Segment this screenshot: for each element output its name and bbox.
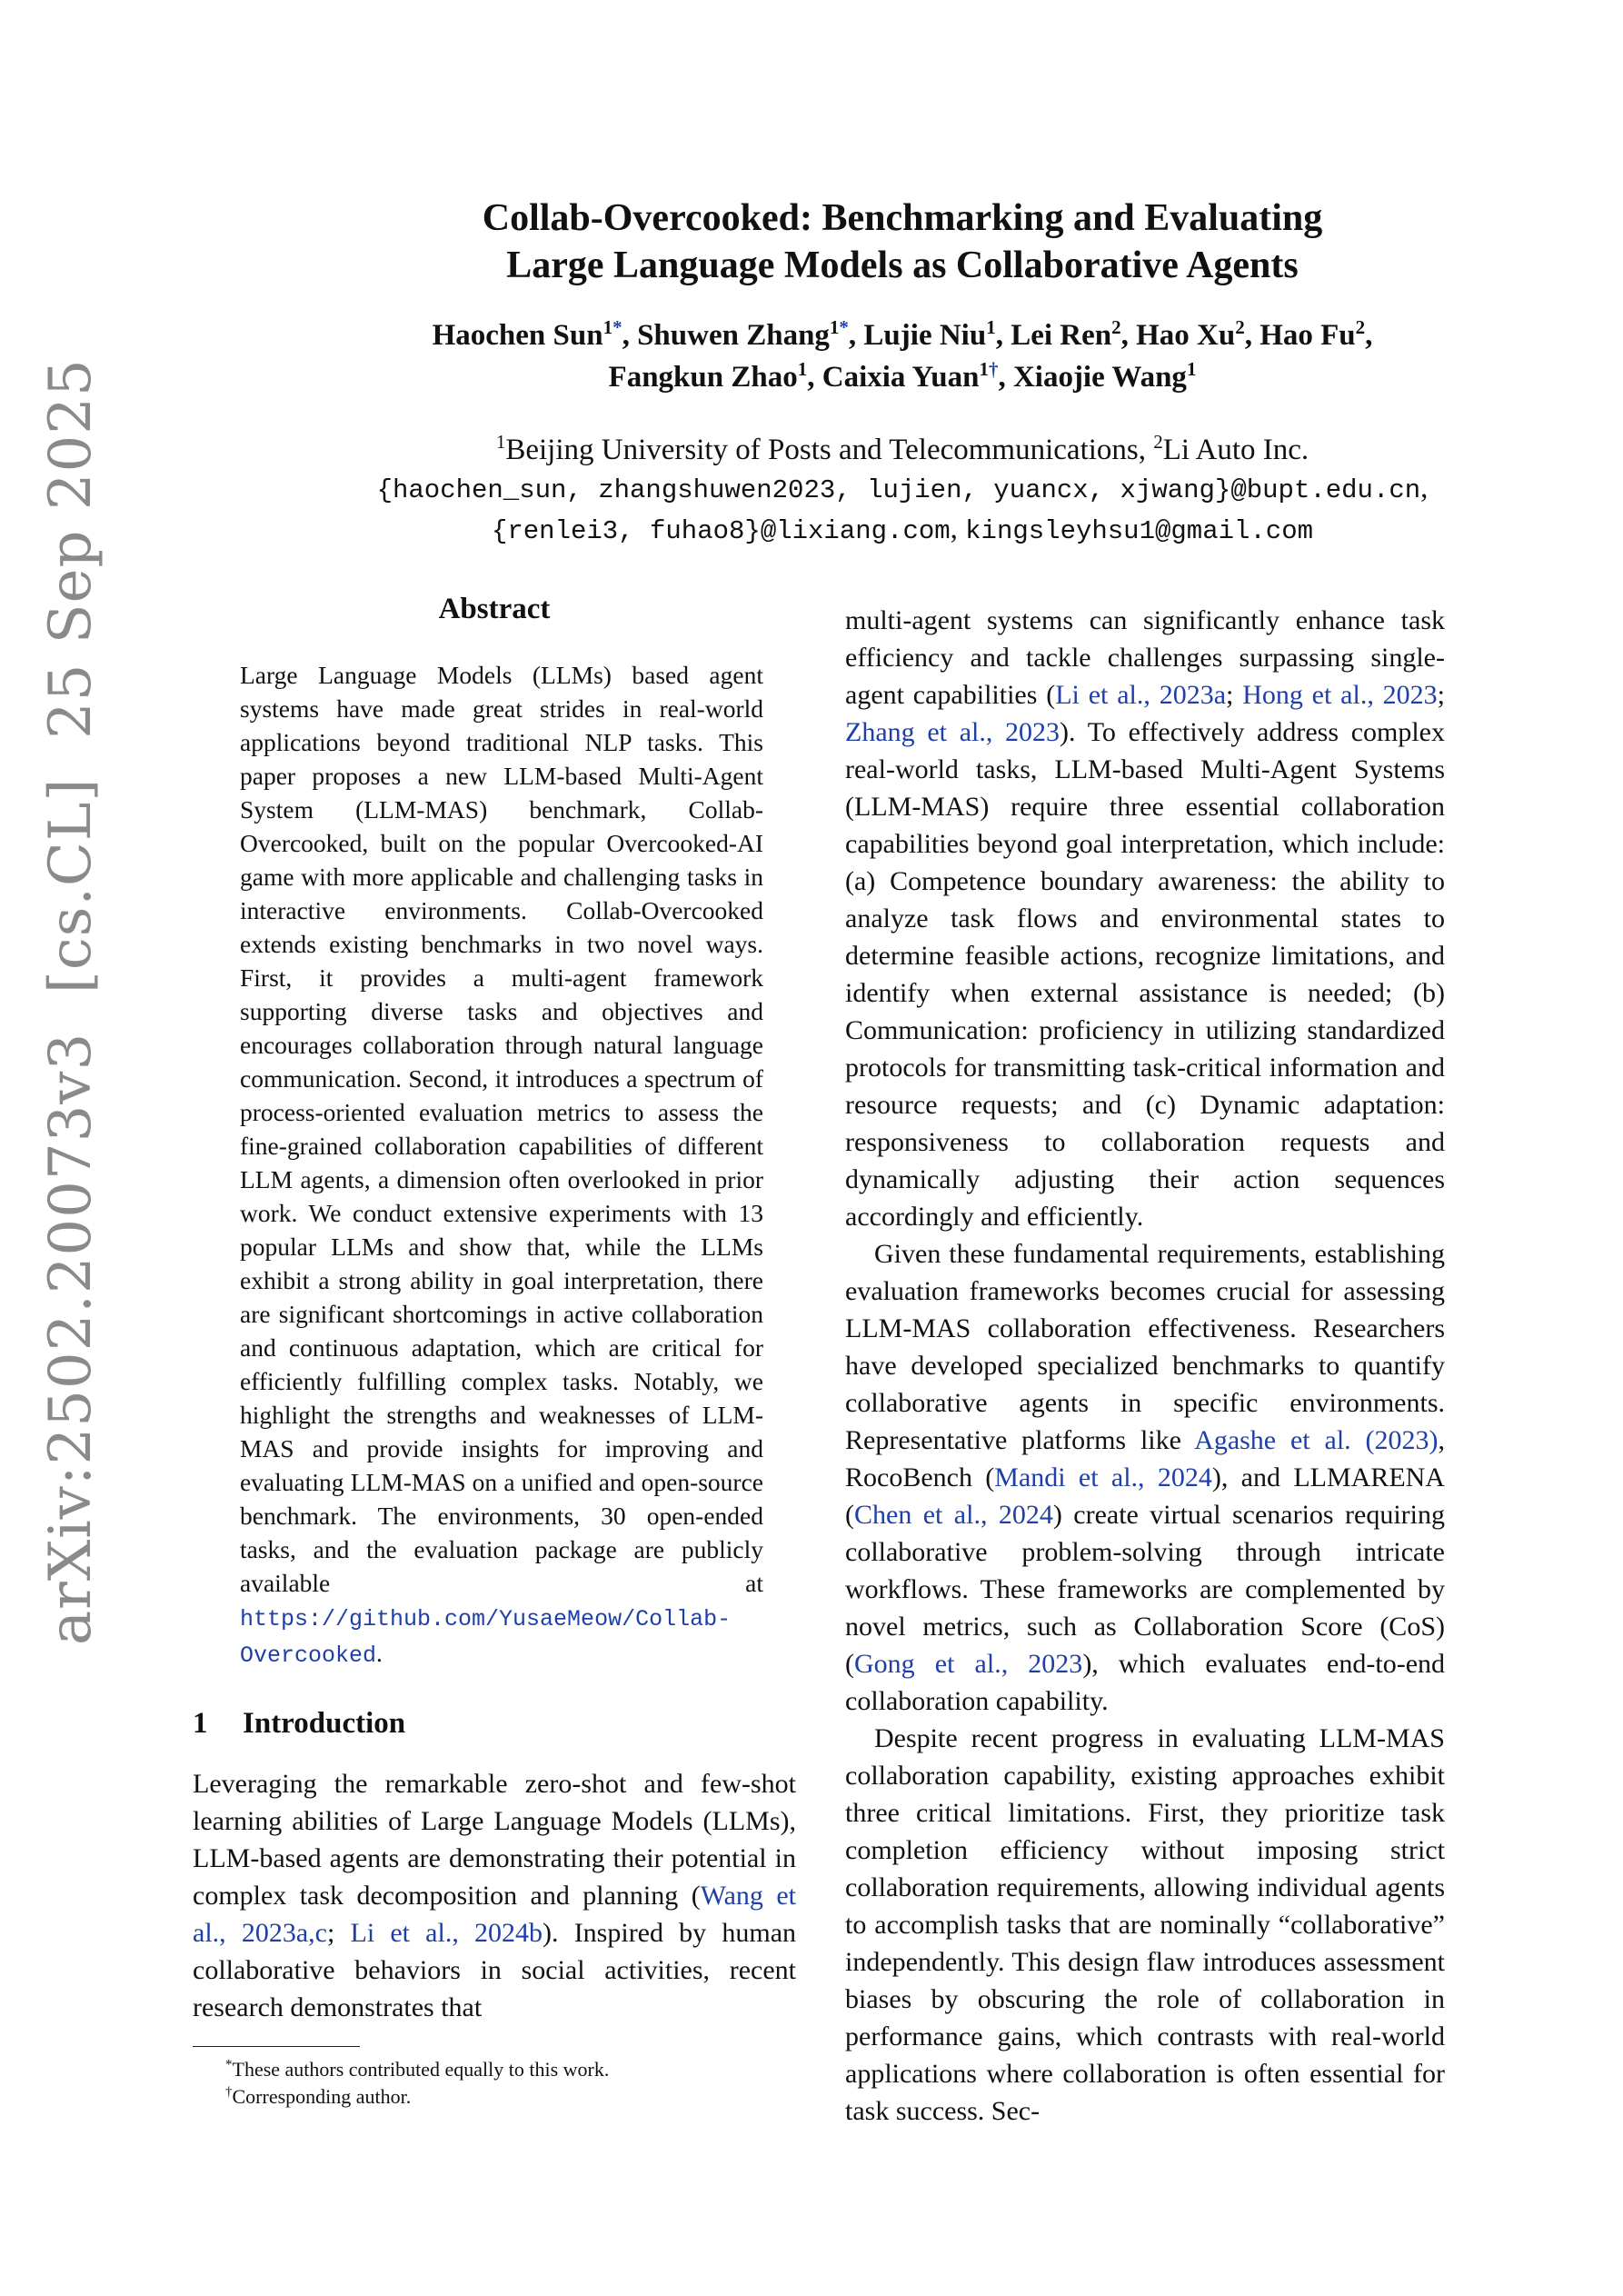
- author-sep: ,: [1244, 319, 1260, 352]
- author-affil-sup: 1: [797, 358, 808, 380]
- author-name: Hao Fu: [1260, 319, 1356, 352]
- email-line-1: [273, 469, 1532, 510]
- abstract-text: Large Language Models (LLMs) based agent systems have made great strides in real-world applications beyond traditional NLP tasks. This paper proposes a new LLM-based Multi-Agent System (LLM-MAS) benchmark, Collab-Overcooked, built on the popular Overcooked-AI game with more applicable and challenging tasks in interactive environments. Collab-Overcooked extends existing benchmarks in two novel ways. First, it provides a multi-agent framework supporting diverse tasks and objectives and encourages collaboration through natural language communication. Second, it introduces a spectrum of process-oriented evaluation metrics to assess the fine-grained collaboration capabilities of different LLM agents, a dimension often overlooked in prior work. We conduct extensive experiments with 13 popular LLMs and show that, while the LLMs exhibit a strong ability in goal interpretation, there are significant shortcomings in active collaboration and continuous adaptation, which are critical for efficiently fulfilling complex tasks. Notably, we highlight the strengths and weaknesses of LLM-MAS and provide insights for improving and evaluating LLM-MAS on a unified and open-source benchmark. The environments, 30 open-ended tasks, and the evaluation package are publicly available at: [240, 661, 763, 1597]
- citation-link[interactable]: Zhang et al., 2023: [845, 717, 1060, 747]
- author-name: Caixia Yuan: [821, 361, 980, 394]
- author-name: Shuwen Zhang: [637, 319, 830, 352]
- arxiv-stamp: arXiv:2502.20073v3 [cs.CL] 25 Sep 2025: [37, 358, 105, 1645]
- body-text: , RocoBench (: [845, 1425, 1445, 1492]
- footnote-text: These authors contributed equally to this work.: [232, 2058, 610, 2081]
- section-heading-introduction: [193, 1705, 796, 1742]
- citation-link[interactable]: Li et al., 2023a: [1055, 680, 1227, 710]
- title-line-2: Large Language Models as Collaborative Agents: [506, 245, 1299, 286]
- author-sep: ,: [1365, 319, 1373, 352]
- author-affil-sup: 1: [829, 316, 840, 338]
- author-affil-sup: 2: [1111, 316, 1121, 338]
- body-text: ) create virtual scenarios requiring collaborative problem-solving through intricate workflows. These frameworks are complemented by novel metrics, such as Collaboration Score (CoS) (: [845, 1500, 1445, 1679]
- citation-link[interactable]: Gong et al., 2023: [854, 1649, 1083, 1679]
- author-equal-mark: *: [839, 316, 849, 338]
- author-affil-sup: 2: [1235, 316, 1245, 338]
- email-line-2: [273, 510, 1532, 551]
- author-sep: ,: [622, 319, 638, 352]
- affil-sup: 2: [1153, 431, 1163, 453]
- body-text: multi-agent systems can significantly enhance task efficiency and tackle challenges surpassing single-agent capabilities (: [845, 605, 1445, 710]
- abstract-heading: Abstract: [438, 593, 551, 625]
- intro-text: ). Inspired by human collaborative behaviors in social activities, recent research demonstrates that: [193, 1918, 797, 2022]
- body-text: ). To effectively address complex real-world tasks, LLM-based Multi-Agent Systems (LLM-MAS) require three essential collaboration capabilities beyond goal interpretation, which include: (a) Competence boundary awareness: the ability to analyze task flows and environmental states to determine feasible actions, recognize limitations, and identify when external assistance is needed; (b) Communication: proficiency in utilizing standardized protocols for transmitting task-critical information and resource requests; and (c) Dynamic adaptation: responsiveness to collaboration requests and dynamically adjusting their action sequences accordingly and efficiently.: [845, 717, 1445, 1232]
- author-affil-sup: 1: [602, 316, 613, 338]
- paper-title: [273, 195, 1532, 289]
- right-column: [845, 602, 1445, 2130]
- affil-org-1: Beijing University of Posts and Telecommunications,: [505, 434, 1154, 466]
- email-group-bupt[interactable]: {haochen_sun, zhangshuwen2023, lujien, yuancx, xjwang}@bupt.edu.cn: [376, 475, 1421, 505]
- author-sep: ,: [1120, 319, 1137, 352]
- author-affil-sup: 1: [986, 316, 996, 338]
- citation-sep: ;: [1226, 680, 1243, 710]
- corresponding-mark: †: [988, 358, 999, 380]
- left-column: [193, 591, 796, 2111]
- body-text: ), and LLMARENA (: [845, 1462, 1445, 1530]
- author-name: Haochen Sun: [432, 319, 603, 352]
- author-sep: ,: [807, 361, 822, 394]
- title-line-1: Collab-Overcooked: Benchmarking and Evaluating: [482, 197, 1323, 239]
- author-sep: ,: [998, 361, 1013, 394]
- abstract-body: [240, 658, 763, 1672]
- abstract-end: .: [376, 1639, 383, 1667]
- citation-link[interactable]: Wang et al., 2023a,c: [193, 1881, 796, 1948]
- author-affil-sup: 1: [979, 358, 989, 380]
- right-paragraph-1: [845, 602, 1445, 1235]
- right-paragraph-3: Despite recent progress in evaluating LLM-MAS collaboration capability, existing approaches exhibit three critical limitations. First, they prioritize task completion efficiency without imposing strict collaboration requirements, allowing individual agents to accomplish tasks that are nominally “collaborative” independently. This design flaw introduces assessment biases by obscuring the role of collaboration in performance gains, which contrasts with real-world applications where collaboration is often essential for task success. Sec-: [845, 1723, 1445, 2126]
- author-name: Fangkun Zhao: [608, 361, 798, 394]
- footnote-mark: *: [225, 2057, 233, 2072]
- author-name: Lujie Niu: [863, 319, 987, 352]
- footnote-text: Corresponding author.: [232, 2085, 412, 2108]
- intro-paragraph-1: [193, 1765, 796, 2026]
- author-affil-sup: 1: [1186, 358, 1197, 380]
- github-link[interactable]: https://github.com/YusaeMeow/Collab-Overcooked: [240, 1606, 732, 1669]
- footnote-mark: †: [225, 2084, 233, 2100]
- footnote-divider: [193, 2046, 360, 2047]
- citation-link[interactable]: Agashe et al. (2023): [1194, 1425, 1439, 1455]
- affil-sup: 1: [495, 431, 506, 453]
- citation-sep: ;: [326, 1918, 351, 1948]
- author-line-1: [273, 314, 1532, 356]
- email-sep: ,: [950, 513, 966, 545]
- author-sep: ,: [848, 319, 864, 352]
- affiliation-line: [273, 431, 1532, 469]
- right-paragraph-2: [845, 1235, 1445, 1720]
- citation-sep: ;: [1437, 680, 1445, 710]
- citation-link[interactable]: Hong et al., 2023: [1242, 680, 1438, 710]
- body-text: Given these fundamental requirements, establishing evaluation frameworks becomes crucial for assessing LLM-MAS collaboration effectiveness. Researchers have developed specialized benchmarks to quantify collaborative agents in specific environments. Representative platforms like: [845, 1239, 1445, 1455]
- footnote: [225, 2083, 796, 2111]
- affiliations: [273, 431, 1532, 551]
- author-list: [273, 314, 1532, 398]
- author-name: Hao Xu: [1136, 319, 1236, 352]
- citation-link[interactable]: Mandi et al., 2024: [994, 1462, 1212, 1492]
- intro-text: Leveraging the remarkable zero-shot and few-shot learning abilities of Large Language Models (LLMs), LLM-based agents are demonstrating their potential in complex task decomposition and planning (: [193, 1769, 796, 1911]
- email-group-lixiang[interactable]: {renlei3, fuhao8}@lixiang.com: [491, 516, 951, 546]
- author-line-2: [273, 356, 1532, 398]
- footnote: [225, 2056, 796, 2083]
- author-name: Lei Ren: [1011, 319, 1112, 352]
- affil-org-2: Li Auto Inc.: [1162, 434, 1309, 466]
- author-name: Xiaojie Wang: [1012, 361, 1187, 394]
- body-text: ), which evaluates end-to-end collaboration capability.: [845, 1649, 1446, 1716]
- author-affil-sup: 2: [1355, 316, 1366, 338]
- section-title: Introduction: [243, 1707, 406, 1740]
- section-number: 1: [193, 1707, 208, 1740]
- author-equal-mark: *: [612, 316, 622, 338]
- author-sep: ,: [995, 319, 1011, 352]
- email-gmail[interactable]: kingsleyhsu1@gmail.com: [965, 516, 1314, 546]
- citation-link[interactable]: Chen et al., 2024: [854, 1500, 1053, 1530]
- email-sep: ,: [1420, 472, 1429, 504]
- citation-link[interactable]: Li et al., 2024b: [350, 1918, 543, 1948]
